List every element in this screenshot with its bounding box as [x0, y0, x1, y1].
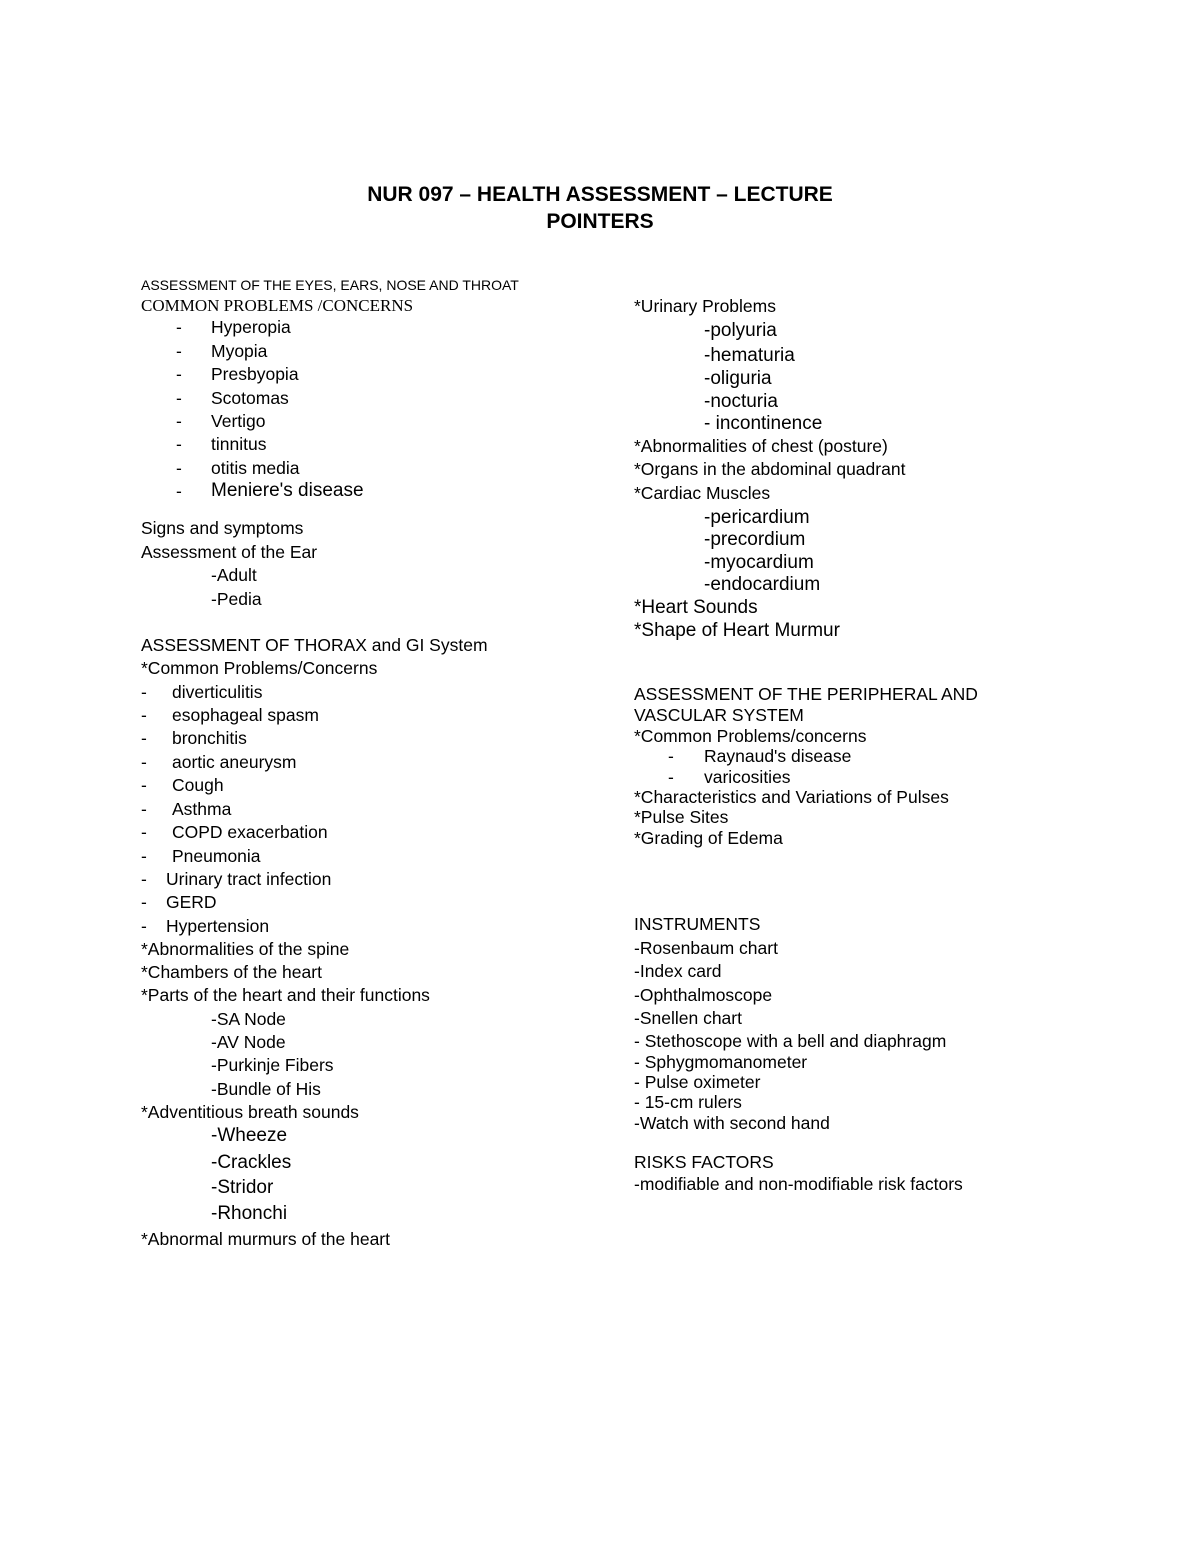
common-problems-label: COMMON PROBLEMS /CONCERNS	[141, 296, 414, 315]
list-item: -Stridor	[211, 1177, 274, 1198]
list-item: -precordium	[704, 529, 806, 550]
list-item: -Pedia	[211, 589, 262, 609]
list-item: -Crackles	[211, 1152, 292, 1173]
chambers-label: *Chambers of the heart	[141, 962, 322, 982]
list-item: Scotomas	[211, 388, 289, 408]
assessment-ear-label: Assessment of the Ear	[141, 542, 318, 562]
list-item: Hyperopia	[211, 317, 291, 337]
list-item: esophageal spasm	[172, 705, 319, 725]
list-bullet: -	[141, 775, 147, 795]
list-bullet: -	[141, 846, 147, 866]
list-item: -Rhonchi	[211, 1203, 288, 1224]
list-bullet: -	[141, 705, 147, 725]
list-item: -myocardium	[704, 552, 814, 573]
document-title	[200, 181, 1000, 235]
list-item: Raynaud's disease	[704, 746, 852, 766]
list-item: - incontinence	[704, 413, 823, 434]
list-item: tinnitus	[211, 434, 267, 454]
urinary-label: *Urinary Problems	[634, 296, 776, 316]
title-line-2: POINTERS	[546, 210, 654, 233]
list-bullet: -	[141, 728, 147, 748]
list-item: -AV Node	[211, 1032, 286, 1052]
list-item: - 15-cm rulers	[634, 1092, 742, 1112]
list-bullet: -	[176, 411, 182, 431]
list-item: Vertigo	[211, 411, 266, 431]
list-bullet: -	[141, 892, 147, 912]
list-bullet: -	[141, 822, 147, 842]
list-bullet: -	[141, 799, 147, 819]
list-bullet: -	[141, 682, 147, 702]
list-item: -Wheeze	[211, 1125, 288, 1146]
list-item: Urinary tract infection	[166, 869, 332, 889]
list-item: -SA Node	[211, 1009, 286, 1029]
list-bullet: -	[668, 767, 674, 787]
list-bullet: -	[176, 481, 182, 501]
parts-label: *Parts of the heart and their functions	[141, 985, 430, 1005]
instruments-heading: INSTRUMENTS	[634, 914, 761, 934]
list-bullet: -	[176, 317, 182, 337]
list-item: bronchitis	[172, 728, 247, 748]
heading-pvs-line-1: ASSESSMENT OF THE PERIPHERAL AND	[634, 684, 978, 704]
list-item: Meniere's disease	[211, 480, 364, 501]
list-bullet: -	[141, 916, 147, 936]
organs-label: *Organs in the abdominal quadrant	[634, 459, 906, 479]
murmur-shape-label: *Shape of Heart Murmur	[634, 620, 840, 641]
list-bullet: -	[176, 341, 182, 361]
list-item: -oliguria	[704, 368, 772, 389]
list-item: Hypertension	[166, 916, 270, 936]
cardiac-label: *Cardiac Muscles	[634, 483, 771, 503]
signs-symptoms-label: Signs and symptoms	[141, 518, 304, 538]
list-item: -nocturia	[704, 391, 778, 412]
list-bullet: -	[141, 752, 147, 772]
list-item: -polyuria	[704, 320, 777, 341]
pulses-label: *Characteristics and Variations of Pulses	[634, 787, 949, 807]
list-item: -Watch with second hand	[634, 1113, 830, 1133]
list-bullet: -	[668, 746, 674, 766]
heart-sounds-label: *Heart Sounds	[634, 597, 758, 618]
list-item: -Index card	[634, 961, 722, 981]
edema-label: *Grading of Edema	[634, 828, 783, 848]
adventitious-label: *Adventitious breath sounds	[141, 1102, 359, 1122]
list-bullet: -	[176, 434, 182, 454]
list-item: - Sphygmomanometer	[634, 1052, 808, 1072]
list-item: otitis media	[211, 458, 300, 478]
list-bullet: -	[176, 364, 182, 384]
spine-label: *Abnormalities of the spine	[141, 939, 350, 959]
murmurs-label: *Abnormal murmurs of the heart	[141, 1229, 390, 1249]
list-item: Asthma	[172, 799, 232, 819]
list-item: Cough	[172, 775, 224, 795]
heading-thorax: ASSESSMENT OF THORAX and GI System	[141, 635, 488, 655]
list-item: - Stethoscope with a bell and diaphragm	[634, 1031, 947, 1051]
list-item: - Pulse oximeter	[634, 1072, 761, 1092]
heading-pvs-line-2: VASCULAR SYSTEM	[634, 705, 804, 725]
list-item: -hematuria	[704, 345, 795, 366]
pvs-common-label: *Common Problems/concerns	[634, 726, 867, 746]
list-bullet: -	[141, 869, 147, 889]
list-item: Myopia	[211, 341, 268, 361]
list-item: aortic aneurysm	[172, 752, 297, 772]
risks-item: -modifiable and non-modifiable risk factors	[634, 1174, 963, 1194]
list-item: -endocardium	[704, 574, 821, 595]
list-item: -Snellen chart	[634, 1008, 742, 1028]
list-item: varicosities	[704, 767, 791, 787]
list-item: -Adult	[211, 565, 257, 585]
list-item: -pericardium	[704, 507, 810, 528]
list-bullet: -	[176, 458, 182, 478]
list-item: COPD exacerbation	[172, 822, 328, 842]
chest-label: *Abnormalities of chest (posture)	[634, 436, 888, 456]
title-line-1: NUR 097 – HEALTH ASSESSMENT – LECTURE	[367, 183, 833, 206]
risks-heading: RISKS FACTORS	[634, 1152, 774, 1172]
list-bullet: -	[176, 388, 182, 408]
thorax-common-label: *Common Problems/Concerns	[141, 658, 378, 678]
list-item: -Purkinje Fibers	[211, 1055, 334, 1075]
pulse-sites-label: *Pulse Sites	[634, 807, 729, 827]
list-item: -Rosenbaum chart	[634, 938, 778, 958]
list-item: Pneumonia	[172, 846, 261, 866]
list-item: -Ophthalmoscope	[634, 985, 773, 1005]
list-item: Presbyopia	[211, 364, 299, 384]
heading-eent: ASSESSMENT OF THE EYES, EARS, NOSE AND THROAT	[141, 277, 519, 293]
list-item: diverticulitis	[172, 682, 263, 702]
list-item: -Bundle of His	[211, 1079, 321, 1099]
list-item: GERD	[166, 892, 217, 912]
